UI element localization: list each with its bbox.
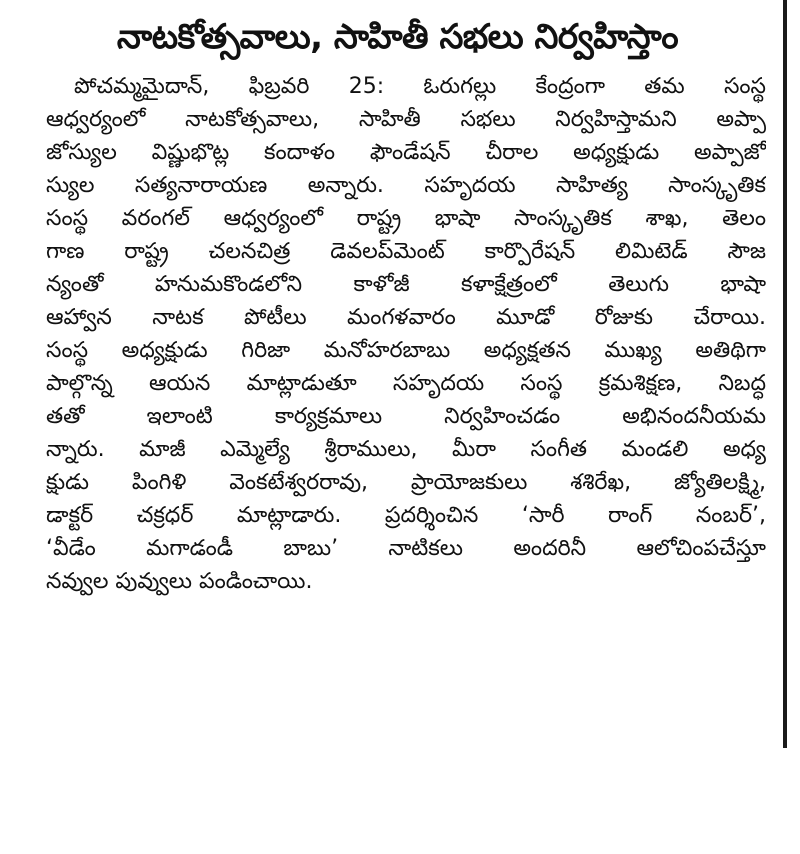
- article-line: జోస్యుల విష్ణుభొట్ల కందాళం ఫౌండేషన్ చీరాల అధ్యక్షుడు అప్పాజో: [46, 140, 766, 165]
- article-line: గాణ రాష్ట్ర చలనచిత్ర డెవలప్‌మెంట్ కార్పొరేషన్ లిమిటెడ్ సౌజ: [46, 239, 766, 264]
- headline: నాటకోత్సవాలు, సాహితీ సభలు నిర్వహిస్తాం: [116, 17, 679, 57]
- column-rule: [783, 0, 787, 748]
- article-line: తతో ఇలాంటి కార్యక్రమాలు నిర్వహించడం అభినందనీయమ: [46, 404, 766, 429]
- article-line: క్షుడు పింగిళి వెంకటేశ్వరరావు, ప్రాయోజకులు శశిరేఖ, జ్యోతిలక్ష్మి,: [46, 470, 766, 495]
- article-line: న్నారు. మాజీ ఎమ్మెల్యే శ్రీరాములు, మీరా సంగీత మండలి అధ్య: [46, 437, 766, 462]
- article-line: పోచమ్మమైదాన్, ఫిబ్రవరి 25: ఓరుగల్లు కేంద్రంగా తమ సంస్థ: [74, 74, 766, 99]
- article-line: డాక్టర్ చక్రధర్ మాట్లాడారు. ప్రదర్శించిన ‘సారీ రాంగ్ నంబర్’,: [46, 503, 766, 528]
- article-line: నవ్వుల పువ్వులు పండించాయి.: [46, 569, 313, 594]
- article-line: ఆధ్వర్యంలో నాటకోత్సవాలు, సాహితీ సభలు నిర్వహిస్తామని అప్పా: [46, 107, 766, 132]
- article-line: పాల్గొన్న ఆయన మాట్లాడుతూ సహృదయ సంస్థ క్రమశిక్షణ, నిబద్ధ: [46, 371, 766, 396]
- article-line: ఆహ్వాన నాటక పోటీలు మంగళవారం మూడో రోజుకు చేరాయి.: [46, 305, 766, 330]
- article-body: [46, 70, 766, 598]
- article-line: సంస్థ అధ్యక్షుడు గిరిజా మనోహరబాబు అధ్యక్షతన ముఖ్య అతిథిగా: [46, 338, 766, 363]
- article-line: సంస్థ వరంగల్ ఆధ్వర్యంలో రాష్ట్ర భాషా సాంస్కృతిక శాఖ, తెలం: [46, 206, 766, 231]
- article-line: ‘వీడేం మగాడండీ బాబు’ నాటికలు అందరినీ ఆలోచింపచేస్తూ: [46, 536, 766, 561]
- article-line: స్యుల సత్యనారాయణ అన్నారు. సహృదయ సాహిత్య సాంస్కృతిక: [46, 173, 766, 198]
- article-line: న్యంతో హనుమకొండలోని కాళోజీ కళాక్షేత్రంలో తెలుగు భాషా: [46, 272, 766, 297]
